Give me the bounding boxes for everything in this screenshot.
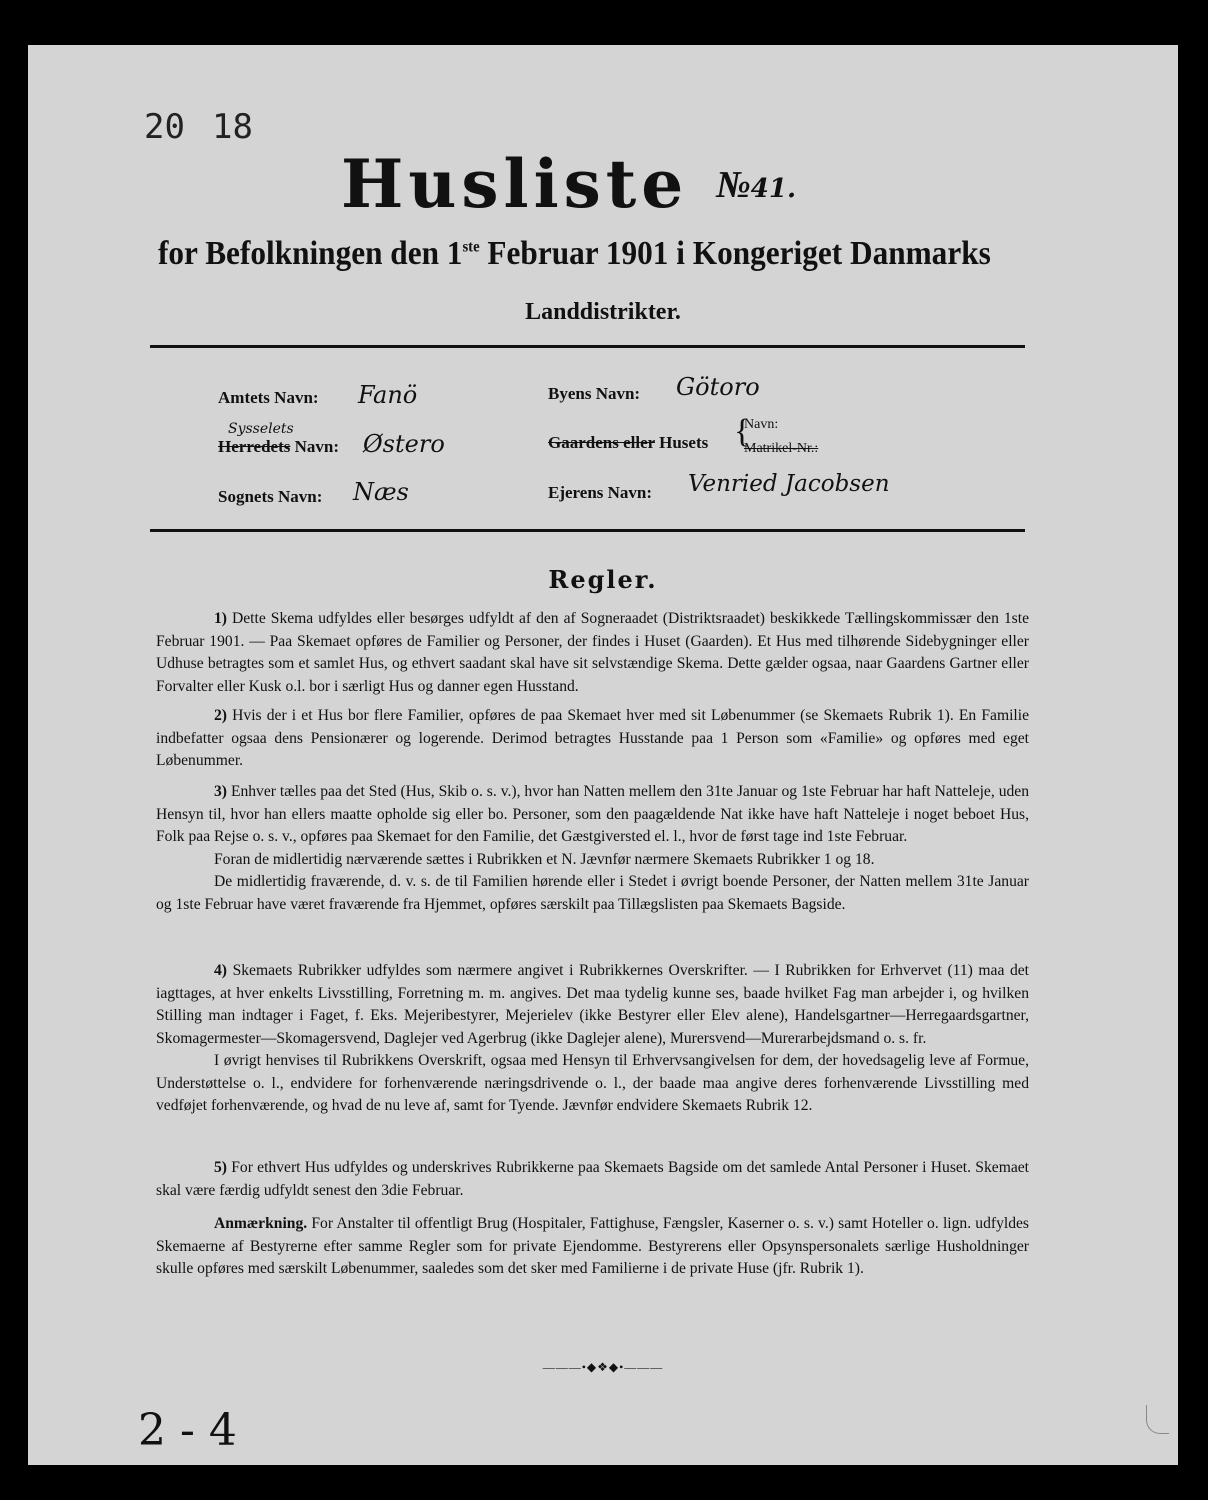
subtitle-sup: ste <box>462 238 480 256</box>
subtitle-post: Februar 1901 i Kongeriget Danmarks <box>479 235 991 272</box>
form-title: Husliste <box>341 145 689 223</box>
bottom-pencil-note: 2 - 4 <box>138 1405 237 1456</box>
number-sign: № <box>716 164 751 206</box>
corner-number-left: 20 <box>144 107 185 147</box>
ejer-label: Ejerens Navn: <box>548 483 653 502</box>
herred-label-struck: Herredets <box>218 437 291 456</box>
rule-2-text: Hvis der i et Hus bor flere Familier, opføres de paa Skemaet hver med sit Løbenummer (se Skemaets Rubrik 1). En Familie indbefatter ogsaa dens Pensionærer og logerende. Derimod betragtes Husstande paa 1 Person som «Familie» og opføres med eget Løbenummer. <box>156 707 1029 769</box>
rule-4-text: Skemaets Rubrikker udfyldes som nærmere angivet i Rubrikkernes Overskrifter. — I Rubrikken for Erhvervet (11) maa det iagttages, at hver enkelts Livsstilling, Forretning m. m. angives. Det maa tydelig kunne ses, baade hvilket Fag man arbejder i, og hvilken Stilling man indtager i Faget, f. Eks. Mejeribestyrer, Mejerielev (ikke Bestyrer eller Elev alene), Handelsgartner—Herregaardsgartner, Skomagermester—Skomagersvend, Daglejer ved Agerbrug (ikke Daglejer alene), Murersvend—Murerarbejdsmand o. s. fr. <box>156 962 1029 1047</box>
rule-4-number: 4) <box>214 962 227 979</box>
rule-3-number: 3) <box>214 783 227 800</box>
note <box>156 1213 1029 1281</box>
rule-4-para-b: I øvrigt henvises til Rubrikkens Overskrift, ogsaa med Hensyn til Erhvervsangivelsen for dem, der hovedsagelig leve af Formue, Understøttelse o. l., endvidere for forhenværende næringsdrivende o. l., der baade maa angive deres forhenværende Livsstilling med vedføjet forhenværende, og hvad de nu leve af, samt for Tyende. Jævnfør endvidere Skemaets Rubrik 12. <box>156 1052 1029 1114</box>
number-value: 41. <box>750 174 797 204</box>
note-label: Anmærkning. <box>214 1215 308 1232</box>
herred-overwrite: Sysselets <box>228 421 294 437</box>
form-subtitle <box>158 235 991 273</box>
by-label: Byens Navn: <box>548 384 641 403</box>
gaard-sub-matrikel: Matrikel-Nr.: <box>744 441 819 456</box>
rule-3-para-b: Foran de midlertidig nærværende sættes i Rubrikken et N. Jævnfør nærmere Skemaets Rubrikker 1 og 18. <box>214 850 875 868</box>
rules-heading: Regler. <box>548 565 658 594</box>
herred-value: Østero <box>363 430 445 458</box>
form-number <box>716 163 796 207</box>
sogn-label: Sognets Navn: <box>218 487 323 506</box>
rule-2 <box>156 705 1029 773</box>
district-label: Landdistrikter. <box>525 299 681 325</box>
rule-3-para-c: De midlertidig fraværende, d. v. s. de til Familien hørende eller i Stedet i øvrigt boende Personer, der Natten mellem 31te Januar og 1ste Februar have været fraværende fra Hjemmet, opføres særskilt paa Tillægslisten paa Skemaets Bagside. <box>156 873 1029 913</box>
subtitle-pre: for Befolkningen den 1 <box>158 235 463 272</box>
note-text: For Anstalter til offentligt Brug (Hospitaler, Fattighuse, Fængsler, Kaserner o. s. v.) samt Hoteller o. lign. udfyldes Skemaerne af Bestyrerne efter samme Regler som for private Ejendomme. Bestyrerens eller Opsynspersonalets særlige Husholdninger skulle opføres med særskilt Løbenummer, saaledes som det sker med Familierne i de private Huse (jfr. Rubrik 1). <box>156 1215 1029 1277</box>
by-value: Götoro <box>676 373 760 401</box>
rule-5-text: For ethvert Hus udfyldes og underskrives Rubrikkerne paa Skemaets Bagside om det samlede Antal Personer i Huset. Skemaet skal være færdig udfyldt senest den 3die Februar. <box>156 1159 1029 1199</box>
gaard-label <box>548 433 708 453</box>
corner-number-right: 18 <box>212 107 253 147</box>
gaard-label-rest: Husets <box>654 433 709 452</box>
herred-label <box>218 437 339 457</box>
ejer-value: Venried Jacobsen <box>688 471 890 497</box>
page-curl <box>1146 1405 1169 1434</box>
rule-1-text: Dette Skema udfyldes eller besørges udfyldt af den af Sogneraadet (Distriktsraadet) beskikkede Tællingskommissær den 1ste Februar 1901. — Paa Skemaet opføres de Familier og Personer, der findes i Huset (Gaarden). Et Hus med tilhørende Sidebygninger eller Udhuse betragtes som et samlet Hus, og ethvert saadant skal have sit selvstændige Skema. Dette gælder ogsaa, naar Gaardens Gartner eller Forvalter eller Kusk o.l. bor i særligt Hus og danner egen Husstand. <box>156 610 1029 695</box>
amt-value: Fanö <box>358 381 418 409</box>
herred-label-rest: Navn: <box>290 437 340 456</box>
rule-3-text: Enhver tælles paa det Sted (Hus, Skib o. s. v.), hvor han Natten mellem den 31te Januar og 1ste Februar har haft Natteleje, uden Hensyn til, hvor han ellers maatte opholde sig eller bo. Personer, som den paagældende Nat ikke have haft Natteleje i noget beboet Hus, Folk paa Rejse o. s. v., opføres paa Skemaet for den Familie, det Gæstgiversted el. l., hvor de først tage ind 1ste Februar. <box>156 783 1029 845</box>
rule-1-number: 1) <box>214 610 227 627</box>
sogn-value: Næs <box>353 478 409 506</box>
rule-1 <box>156 608 1029 698</box>
ornament: ———•◆❖◆•——— <box>542 1360 664 1374</box>
rule-5 <box>156 1157 1029 1202</box>
gaard-sub-navn: Navn: <box>744 417 779 432</box>
gaard-label-struck: Gaardens eller <box>548 433 655 452</box>
census-form-sheet <box>28 45 1178 1465</box>
rule-4 <box>156 960 1029 1118</box>
rule-2-number: 2) <box>214 707 227 724</box>
amt-label: Amtets Navn: <box>218 388 319 407</box>
rule-3 <box>156 781 1029 916</box>
rule-5-number: 5) <box>214 1159 227 1176</box>
top-divider <box>150 345 1025 348</box>
fields-divider <box>150 529 1025 532</box>
gaard-brace: { <box>734 413 751 450</box>
